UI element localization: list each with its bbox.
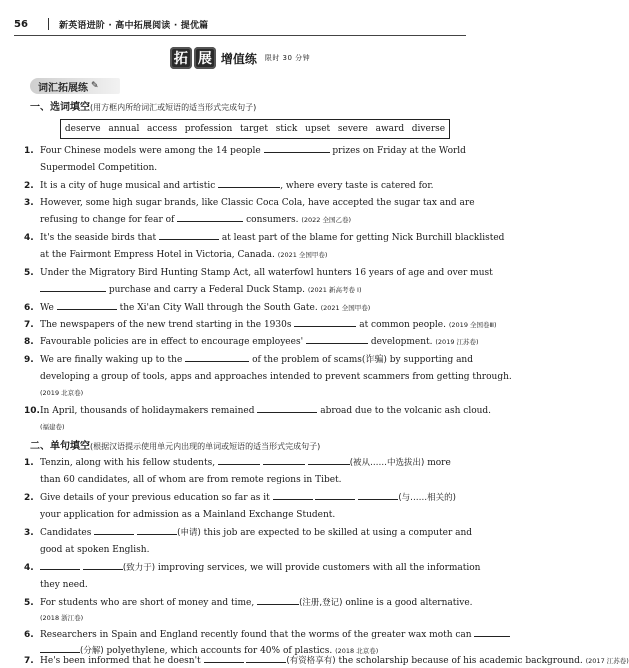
source-note: (2021 全国甲卷): [277, 251, 328, 259]
question-8: 8. Favourable policies are in effect to encourage employees' development. (2019 江苏卷): [24, 332, 454, 352]
answer-blank[interactable]: [246, 652, 286, 663]
answer-blank[interactable]: [306, 333, 368, 344]
s2-question-2-line-1: 2. Give details of your previous education so far as it (与……相关的): [24, 488, 454, 508]
source-note: (福建卷): [40, 423, 65, 431]
word-bank-item: deserve: [64, 124, 101, 134]
question-number: 2.: [24, 493, 34, 503]
answer-blank[interactable]: [218, 177, 280, 188]
chinese-hint: (致力于): [122, 563, 156, 573]
word-bank-item: profession: [184, 124, 233, 134]
question-number: 3.: [24, 528, 34, 538]
source-note: (2019 全国卷Ⅲ): [448, 321, 497, 329]
s2-question-3-line-1: 3. Candidates (申请) this job are expected to be skilled at using a computer and: [24, 523, 454, 543]
question-number: 1.: [24, 458, 34, 468]
title-char-2: 展: [194, 47, 216, 69]
answer-blank[interactable]: [57, 299, 117, 310]
section1-instruction: (用方框内所给词汇或短语的适当形式完成句子): [90, 103, 257, 112]
answer-blank[interactable]: [159, 229, 219, 240]
source-note: (2021 全国甲卷): [320, 304, 371, 312]
answer-blank[interactable]: [474, 626, 510, 637]
word-bank-item: award: [375, 124, 405, 134]
source-note: (2017 江苏卷): [585, 657, 629, 665]
section2-heading: [30, 437, 320, 452]
answer-blank[interactable]: [264, 142, 330, 153]
word-bank-item: severe: [337, 124, 368, 134]
question-9-line-2: developing a group of tools, apps and approaches intended to prevent scammers from getting through.: [40, 372, 512, 382]
answer-blank[interactable]: [83, 559, 123, 570]
source-note: (2021 新高考卷 I): [307, 286, 362, 294]
question-1-line-1: 1. Four Chinese models were among the 14 people prizes on Friday at the World: [24, 141, 454, 161]
header-separator: [48, 18, 49, 30]
source-note: (2022 全国乙卷): [301, 216, 351, 224]
answer-blank[interactable]: [185, 351, 249, 362]
answer-blank[interactable]: [257, 594, 299, 605]
question-10-line-2: [40, 417, 470, 437]
question-number: 9.: [24, 355, 34, 365]
banner-label: 词汇拓展练: [38, 82, 88, 94]
s2-question-1-line-1: 1. Tenzin, along with his fellow students, (被从……中选拔出) more: [24, 453, 454, 473]
answer-blank[interactable]: [263, 454, 305, 465]
question-number: 5.: [24, 598, 34, 608]
answer-blank[interactable]: [94, 524, 134, 535]
word-bank-item: stick: [275, 124, 298, 134]
section1-heading: [30, 98, 256, 113]
chinese-hint: (有资格享有): [286, 656, 336, 666]
word-bank-item: diverse: [411, 124, 446, 134]
section1-title: 一、选词填空: [30, 102, 90, 113]
header-rule: [14, 35, 466, 36]
question-6: 6. We the Xi'an City Wall through the South Gate. (2021 全国甲卷): [24, 298, 454, 318]
word-bank-item: annual: [108, 124, 140, 134]
question-3-line-1: 3. However, some high sugar brands, like Classic Coca Cola, have accepted the sugar tax and are: [24, 193, 454, 213]
question-9-line-1: 9. We are finally waking up to the of the problem of scams(诈骗) by supporting and: [24, 350, 454, 370]
question-4-line-1: 4. It's the seaside birds that at least part of the blame for getting Nick Burchill blacklisted: [24, 228, 454, 248]
source-note: (2019 北京卷): [40, 389, 84, 397]
s2-question-7-line-1: 7. He's been informed that he doesn't (有资格享有) the scholarship because of his academic background. (2017 江苏卷): [24, 652, 454, 668]
question-number: 4.: [24, 563, 34, 573]
running-header: [14, 14, 466, 34]
question-number: 10.: [24, 406, 40, 416]
answer-blank[interactable]: [40, 281, 106, 292]
answer-blank[interactable]: [308, 454, 350, 465]
question-4-line-2: at the Fairmont Empress Hotel in Victoria, Canada. (2021 全国甲卷): [40, 250, 328, 260]
time-limit: 限时 30 分钟: [264, 54, 311, 62]
title-subtitle: 增值练: [220, 51, 257, 66]
word-bank: [60, 119, 450, 139]
answer-blank[interactable]: [294, 316, 356, 327]
question-3-line-2: refusing to change for fear of consumers. (2022 全国乙卷): [40, 210, 470, 230]
section-title: [0, 44, 480, 72]
question-10-line-1: 10.In April, thousands of holidaymakers remained abroad due to the volcanic ash cloud.: [24, 401, 454, 421]
question-1-line-2: Supermodel Competition.: [40, 163, 158, 173]
s2-question-6-line-2: (分解) polyethylene, which accounts for 40% of plastics. (2018 北京卷): [40, 641, 470, 661]
answer-blank[interactable]: [273, 489, 313, 500]
pen-icon: ✎: [91, 81, 99, 91]
chinese-hint: (注册,登记): [299, 598, 343, 608]
answer-blank[interactable]: [358, 489, 398, 500]
chinese-hint: (被从……中选拔出): [349, 458, 425, 468]
question-number: 1.: [24, 146, 34, 156]
word-bank-item: upset: [305, 124, 331, 134]
s2-question-4-line-1: 4. (致力于) improving services, we will provide customers with all the information: [24, 558, 454, 578]
question-5-line-1: 5. Under the Migratory Bird Hunting Stamp Act, all waterfowl hunters 16 years of age and over must: [24, 263, 454, 283]
s2-question-5-line-1: 5. For students who are short of money and time, (注册,登记) online is a good alternative.: [24, 593, 454, 613]
s2-question-3-line-2: good at spoken English.: [40, 545, 150, 555]
chinese-hint: (与……相关的): [398, 493, 456, 503]
title-char-1: 拓: [170, 47, 192, 69]
question-9-line-3: [40, 383, 470, 403]
answer-blank[interactable]: [40, 559, 80, 570]
question-number: 7.: [24, 656, 34, 666]
s2-question-2-line-2: your application for admission as a Mainland Exchange Student.: [40, 510, 336, 520]
answer-blank[interactable]: [257, 402, 317, 413]
source-note: (2018 浙江卷): [40, 614, 84, 622]
series-title: 新英语进阶 · 高中拓展阅读 · 提优篇: [59, 20, 209, 31]
s2-question-1-line-2: than 60 candidates, all of whom are from remote regions in Tibet.: [40, 475, 342, 485]
s2-question-6-line-1: 6. Researchers in Spain and England recently found that the worms of the greater wax moth can: [24, 625, 454, 645]
question-number: 6.: [24, 630, 34, 640]
answer-blank[interactable]: [137, 524, 177, 535]
question-5-line-2: purchase and carry a Federal Duck Stamp. (2021 新高考卷 I): [40, 280, 470, 300]
answer-blank[interactable]: [204, 652, 244, 663]
question-number: 7.: [24, 320, 34, 330]
question-number: 8.: [24, 337, 34, 347]
chinese-hint: (申请): [177, 528, 201, 538]
question-number: 5.: [24, 268, 34, 278]
s2-question-4-line-2: they need.: [40, 580, 88, 590]
section2-instruction: (根据汉语提示使用单元内出现的单词或短语的适当形式完成句子): [90, 442, 321, 451]
question-7: 7. The newspapers of the new trend starting in the 1930s at common people. (2019 全国卷Ⅲ): [24, 315, 454, 335]
question-number: 6.: [24, 303, 34, 313]
page-number: 56: [14, 18, 28, 30]
word-bank-item: target: [239, 124, 268, 134]
source-note: (2018 北京卷): [335, 647, 379, 655]
word-bank-item: access: [147, 124, 178, 134]
section2-title: 二、单句填空: [30, 441, 90, 452]
chinese-hint: (分解): [80, 646, 104, 656]
source-note: (2019 江苏卷): [435, 338, 479, 346]
question-2: 2. It is a city of huge musical and artistic , where every taste is catered for.: [24, 176, 454, 196]
answer-blank[interactable]: [218, 454, 260, 465]
answer-blank[interactable]: [315, 489, 355, 500]
question-number: 2.: [24, 181, 34, 191]
question-number: 4.: [24, 233, 34, 243]
vocab-banner: [30, 78, 120, 94]
answer-blank[interactable]: [177, 211, 243, 222]
question-number: 3.: [24, 198, 34, 208]
